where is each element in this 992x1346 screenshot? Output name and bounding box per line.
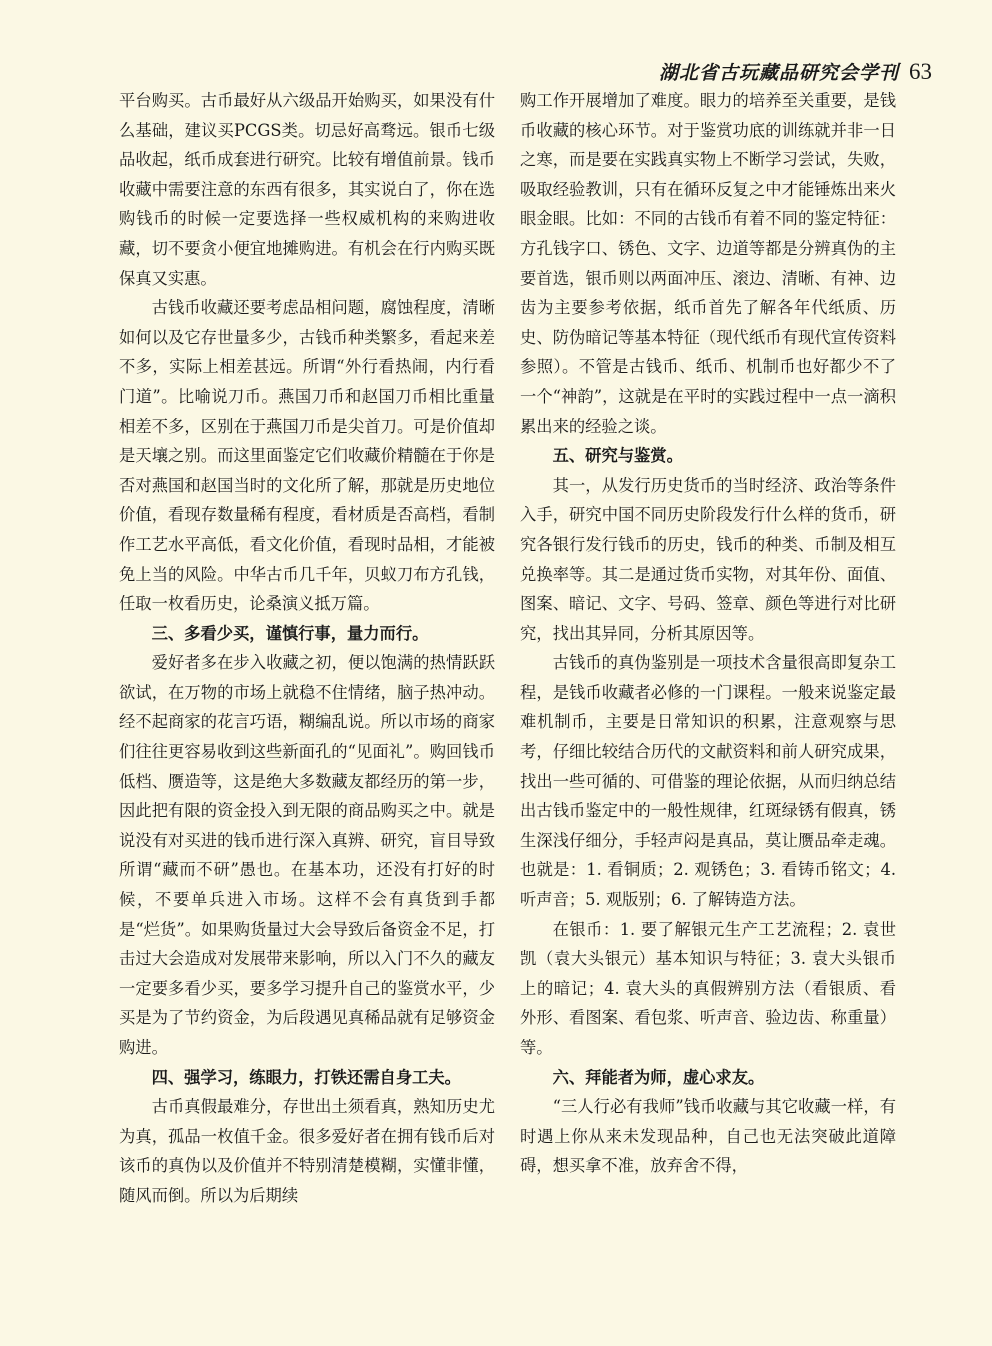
journal-title: 湖北省古玩藏品研究会学刊 <box>658 62 899 84</box>
paragraph: 古币真假最难分，存世出土须看真，熟知历史尤为真，孤品一枚值千金。很多爱好者在拥有钱币后对该币的真伪以及价值并不特别清楚模糊，实懂非懂，随风而倒。所以为后期续 <box>119 1097 495 1205</box>
paragraph: 古钱币的真伪鉴别是一项技术含量很高即复杂工程，是钱币收藏者必修的一门课程。一般来说鉴定最难机制币，主要是日常知识的积累，注意观察与思考，仔细比较结合历代的文献资料和前人研究成果，找出一些可循的、可借鉴的理论依据，从而归纳总结出古钱币鉴定中的一般性规律，红斑绿锈有假真，锈生深浅仔细分，手轻声闷是真品，莫让赝品牵走魂。也就是：1. 看铜质；2. 观锈色；3. 看铸币铭文；4. 听声音；5. 观版别；6. 了解铸造方法。 <box>520 653 896 910</box>
paragraph: 古钱币收藏还要考虑品相问题，腐蚀程度，清晰如何以及它存世量多少，古钱币种类繁多，看起来差不多，实际上相差甚远。所谓“外行看热闹，内行看门道”。比喻说刀币。燕国刀币和赵国刀币相比重量相差不多，区别在于燕国刀币是尖首刀。可是价值却是天壤之别。而这里面鉴定它们收藏价精髓在于你是否对燕国和赵国当时的文化所了解，那就是历史地位价值，看现存数量稀有程度，看材质是否高档，看制作工艺水平高低，看文化价值，看现时品相，才能被免上当的风险。中华古币几千年，贝蚁刀布方孔钱，任取一枚看历史，论桑演义抵万篇。 <box>119 298 495 614</box>
paragraph: 平台购买。古币最好从六级品开始购买，如果没有什么基础，建议买PCGS类。切忌好高骛远。银币七级品收起，纸币成套进行研究。比较有增值前景。钱币收藏中需要注意的东西有很多，其实说白了，你在选购钱币的时候一定要选择一些权威机构的来购进收藏，切不要贪小便宜地摊购进。有机会在行内购买既保真又实惠。 <box>119 91 495 288</box>
page-number: 63 <box>909 59 932 84</box>
paragraph: 在银币：1. 要了解银元生产工艺流程；2. 袁世凯（袁大头银元）基本知识与特征；3. 袁大头银币上的暗记；4. 袁大头的真假辨别方法（看银质、看外形、看图案、看包浆、听声音、验边齿、称重量）等。 <box>520 919 896 1057</box>
paragraph: 购工作开展增加了难度。眼力的培养至关重要，是钱币收藏的核心环节。对于鉴赏功底的训练就并非一日之寒，而是要在实践真实物上不断学习尝试，失败，吸取经验教训，只有在循环反复之中才能锤炼出来火眼金眼。比如：不同的古钱币有着不同的鉴定特征：方孔钱字口、锈色、文字、边道等都是分辨真伪的主要首选，银币则以两面冲压、滚边、清晰、有神、边齿为主要参考依据，纸币首先了解各年代纸质、历史、防伪暗记等基本特征（现代纸币有现代宣传资料参照）。不管是古钱币、纸币、机制币也好都少不了一个“神韵”，这就是在平时的实践过程中一点一滴积累出来的经验之谈。 <box>520 91 896 436</box>
paragraph: 爱好者多在步入收藏之初，便以饱满的热情跃跃欲试，在万物的市场上就稳不住情绪，脑子热冲动。经不起商家的花言巧语，糊编乱说。所以市场的商家们往往更容易收到这些新面孔的“见面礼”。购回钱币低档、赝造等，这是绝大多数藏友都经历的第一步，因此把有限的资金投入到无限的商品购买之中。就是说没有对买进的钱币进行深入真辨、研究，盲目导致所谓“藏而不研”愚也。在基本功，还没有打好的时候，不要单兵进入市场。这样不会有真货到手都是“烂货”。如果购货量过大会导致后备资金不足，打击过大会造成对发展带来影响，所以入门不久的藏友一定要多看少买，要多学习提升自己的鉴赏水平，少买是为了节约资金，为后段遇见真稀品就有足够资金购进。 <box>119 653 495 1057</box>
section-heading: 六、拜能者为师，虚心求友。 <box>552 1067 765 1087</box>
right-column <box>520 86 896 1181</box>
section-heading: 四、强学习，练眼力，打铁还需自身工夫。 <box>151 1067 461 1087</box>
paragraph: 其一，从发行历史货币的当时经济、政治等条件入手，研究中国不同历史阶段发行什么样的货币，研究各银行发行钱币的历史，钱币的种类、币制及相互兑换率等。其二是通过货币实物，对其年份、面值、图案、暗记、文字、号码、签章、颜色等进行对比研究，找出其异同，分析其原因等。 <box>520 475 896 643</box>
paragraph: “三人行必有我师”钱币收藏与其它收藏一样，有时遇上你从来未发现品种，自己也无法突破此道障碍，想买拿不准，放弃舍不得， <box>520 1097 896 1176</box>
running-header <box>659 58 932 85</box>
section-heading: 三、多看少买，谨慎行事，量力而行。 <box>151 623 429 643</box>
section-heading: 五、研究与鉴赏。 <box>552 446 683 466</box>
left-column <box>119 86 495 1211</box>
